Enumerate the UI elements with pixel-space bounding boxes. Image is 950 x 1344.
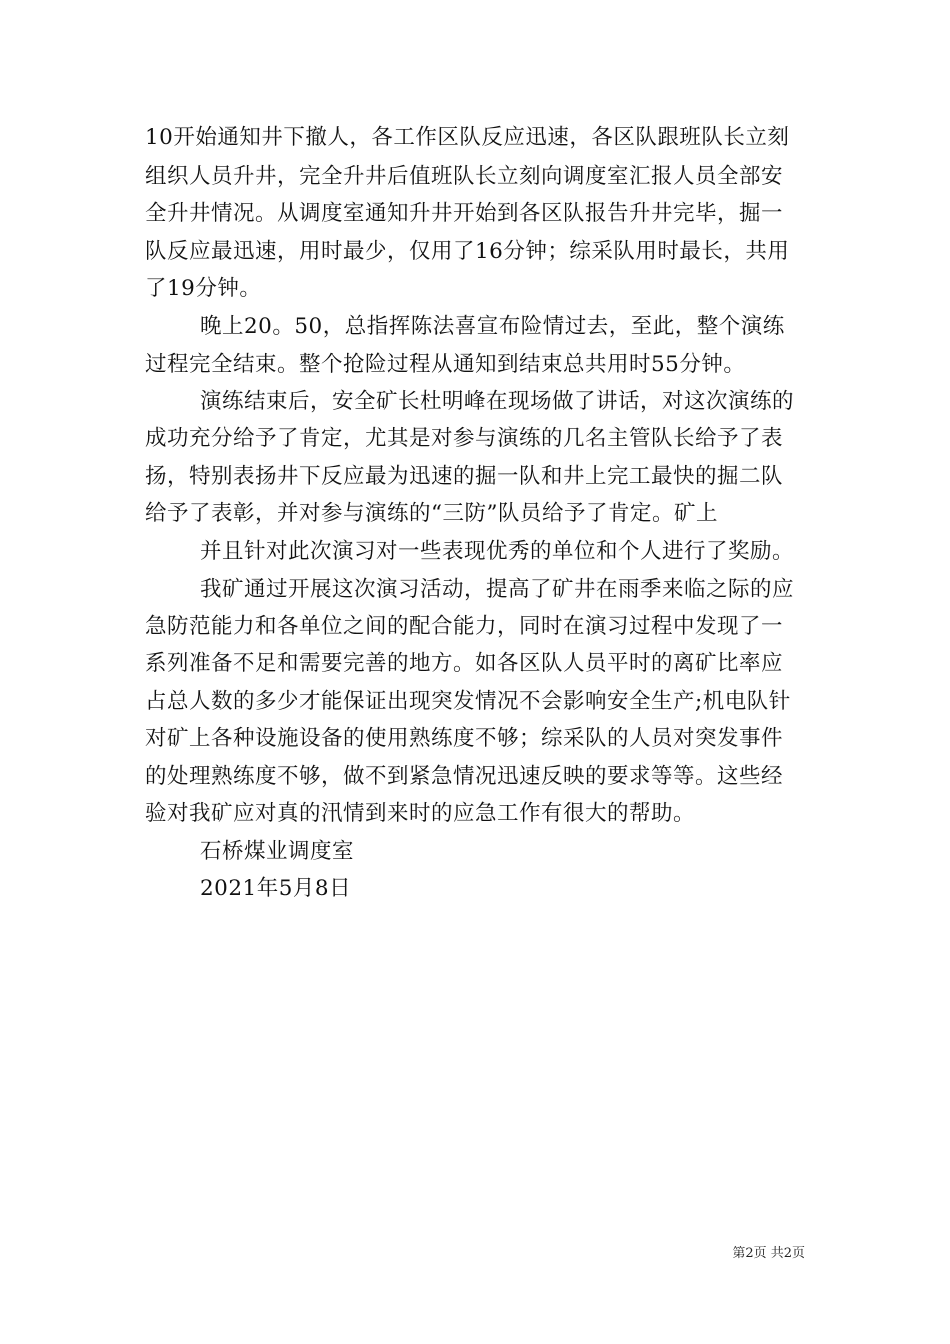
body-line: 扬，特别表扬井下反应最为迅速的掘一队和井上完工最快的掘二队 [145, 464, 784, 489]
body-line: 对矿上各种设施设备的使用熟练度不够；综采队的人员对突发事件 [145, 726, 784, 751]
signature-org: 石桥煤业调度室 [200, 839, 355, 864]
body-line: 成功充分给予了肯定，尤其是对参与演练的几名主管队长给予了表 [145, 426, 784, 451]
body-line: 的处理熟练度不够，做不到紧急情况迅速反映的要求等等。这些经 [145, 764, 784, 789]
body-line: 并且针对此次演习对一些表现优秀的单位和个人进行了奖励。 [200, 539, 795, 564]
body-line: 系列准备不足和需要完善的地方。如各区队人员平时的离矿比率应 [145, 651, 784, 676]
body-line: 组织人员升井，完全升井后值班队长立刻向调度室汇报人员全部安 [145, 164, 784, 189]
body-line: 急防范能力和各单位之间的配合能力，同时在演习过程中发现了一 [145, 614, 784, 639]
page-number: 第2页 共2页 [732, 1246, 805, 1261]
body-line: 占总人数的多少才能保证出现突发情况不会影响安全生产;机电队针 [145, 689, 791, 714]
body-line: 晚上20。50，总指挥陈法喜宣布险情过去，至此，整个演练 [200, 314, 785, 339]
body-line: 了19分钟。 [145, 276, 262, 301]
body-line: 我矿通过开展这次演习活动，提高了矿井在雨季来临之际的应 [200, 577, 795, 602]
body-line: 验对我矿应对真的汛情到来时的应急工作有很大的帮助。 [145, 801, 696, 826]
body-line: 过程完全结束。整个抢险过程从通知到结束总共用时55分钟。 [145, 352, 746, 377]
body-line: 队反应最迅速，用时最少，仅用了16分钟；综采队用时最长，共用 [145, 239, 790, 264]
body-line: 演练结束后，安全矿长杜明峰在现场做了讲话，对这次演练的 [200, 389, 795, 414]
signature-date: 2021年5月8日 [200, 876, 352, 901]
body-line: 给予了表彰，并对参与演练的“三防”队员给予了肯定。矿上 [145, 501, 718, 526]
body-line: 全升井情况。从调度室通知升井开始到各区队报告升井完毕，掘一 [145, 201, 784, 226]
body-line: 10开始通知井下撤人，各工作区队反应迅速，各区队跟班队长立刻 [145, 125, 790, 150]
